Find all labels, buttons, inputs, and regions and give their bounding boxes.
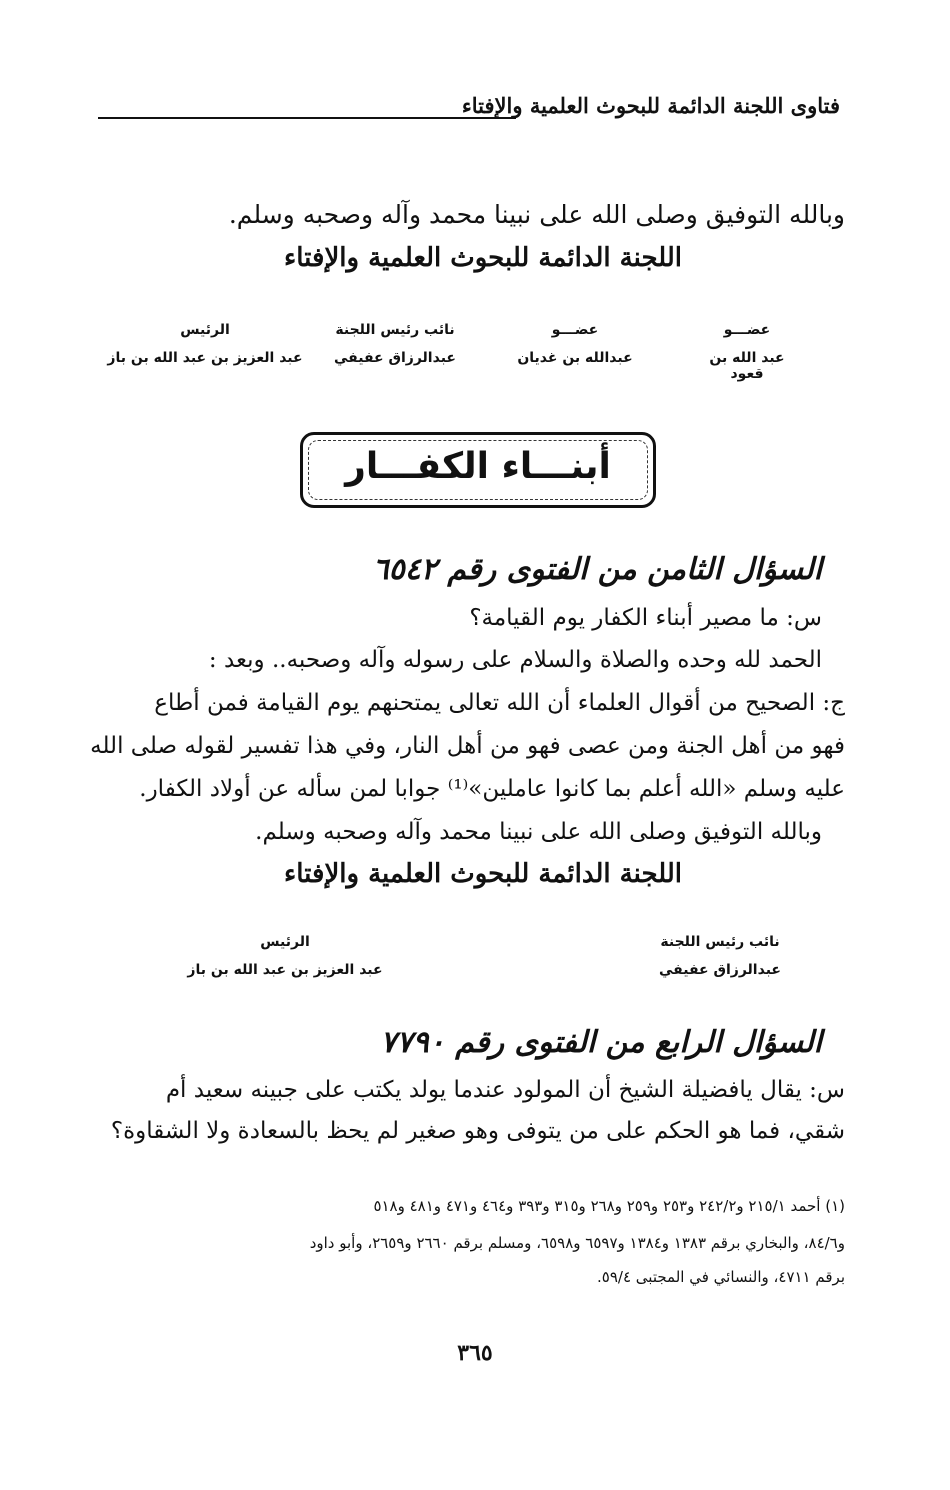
signature-role: عضـــو [551,322,599,338]
signature-role: عضـــو [723,322,771,338]
praise-line: الحمد لله وحده والصلاة والسلام على رسوله وآله وصحبه.. وبعد : [208,647,822,673]
page-number: ٣٦٥ [457,1340,493,1366]
question-heading: السؤال الرابع من الفتوى رقم ٧٧٩٠ [380,1025,822,1060]
signature-member-1 [692,322,802,382]
committee-name: اللجنة الدائمة للبحوث العلمية والإفتاء [284,243,682,273]
signature-vice-chair [650,934,790,978]
section-title-box [300,432,656,508]
signature-name: عبدالله بن غديان [517,350,633,366]
signature-role: الرئيس [260,934,310,950]
signature-role: نائب رئيس اللجنة [660,934,780,950]
question-heading: السؤال الثامن من الفتوى رقم ٦٥٤٢ [372,552,822,587]
closing-line: وبالله التوفيق وصلى الله على نبينا محمد وآله وصحبه وسلم. [255,819,822,845]
signature-chair [105,322,305,366]
question-text: س: يقال يافضيلة الشيخ أن المولود عندما يولد يكتب على جبينه سعيد أم [165,1077,845,1103]
question-text: شقي، فما هو الحكم على من يتوفى وهو صغير لم يحظ بالسعادة ولا الشقاوة؟ [110,1118,845,1144]
footnote-line: (١) أحمد ٢١٥/١ و٢٤٢/٢ و٢٥٣ و٢٥٩ و٢٦٨ و٣١٥ و٣٩٣ و٤٦٤ و٤٧١ و٤٨١ و٥١٨ [373,1197,845,1215]
signature-name: عبدالرزاق عفيفي [659,962,781,978]
answer-line: ج: الصحيح من أقوال العلماء أن الله تعالى يمتحنهم يوم القيامة فمن أطاع [154,690,845,716]
committee-name: اللجنة الدائمة للبحوث العلمية والإفتاء [284,859,682,889]
signature-name: عبدالرزاق عفيفي [334,350,456,366]
signature-name: عبد العزيز بن عبد الله بن باز [107,350,303,366]
signature-chair [180,934,390,978]
question-text: س: ما مصير أبناء الكفار يوم القيامة؟ [469,605,822,631]
section-title: أبنـــاء الكفـــار [345,446,611,487]
signature-role: نائب رئيس اللجنة [335,322,455,338]
closing-line: وبالله التوفيق وصلى الله على نبينا محمد وآله وصحبه وسلم. [228,200,845,229]
signature-name: عبد الله بن قعود [709,350,785,382]
answer-line: عليه وسلم «الله أعلم بما كانوا عاملين»⁽¹⁾ جوابا لمن سأله عن أولاد الكفار. [139,776,845,802]
footnote-line: برقم ٤٧١١، والنسائي في المجتبى ٥٩/٤. [597,1268,845,1286]
answer-line: فهو من أهل الجنة ومن عصى فهو من أهل النار، وفي هذا تفسير لقوله صلى الله [90,733,845,759]
signature-name: عبد العزيز بن عبد الله بن باز [187,962,383,978]
signature-role: الرئيس [180,322,230,338]
signature-member-2 [515,322,635,366]
footnote-line: و٨٤/٦، والبخاري برقم ١٣٨٣ و١٣٨٤ و٦٥٩٧ و٦٥٩٨، ومسلم برقم ٢٦٦٠ و٢٦٥٩، وأبو داود [309,1234,845,1252]
header-rule [98,117,516,119]
signature-vice-chair [325,322,465,366]
running-header-title: فتاوى اللجنة الدائمة للبحوث العلمية والإفتاء [461,93,840,118]
